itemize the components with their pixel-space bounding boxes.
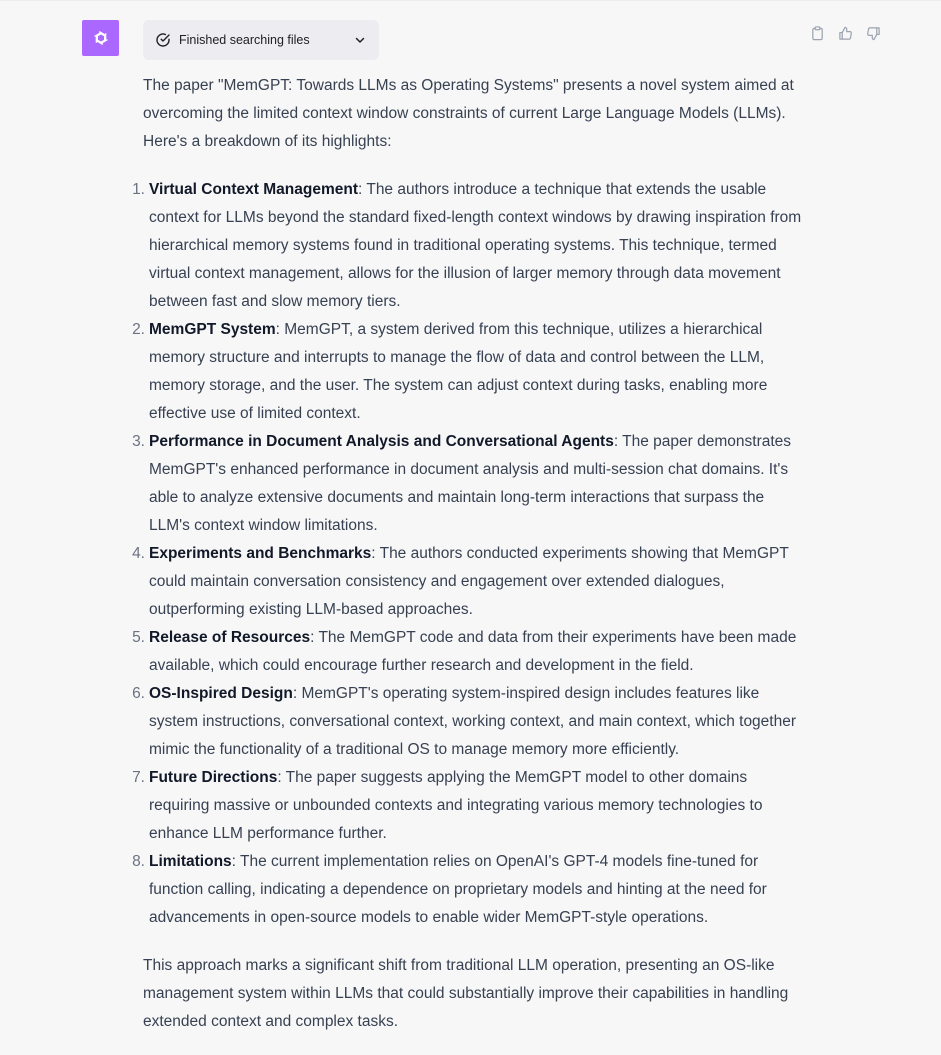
list-item: 1. Virtual Context Management: The authors introduce a technique that extends the usable context for LLMs beyond the standard fixed-length context windows by drawing inspiration from hierarchical memory systems found in traditional operating systems. This technique, termed virtual context management, allows for the illusion of larger memory through data movement between fast and slow memory tiers.: [132, 181, 802, 310]
message-actions: [806, 22, 884, 44]
assistant-message: [132, 72, 803, 1036]
clipboard-icon: [810, 26, 825, 41]
list-item: 7. Future Directions: The paper suggests applying the MemGPT model to other domains requiring massive or unbounded contexts and integrating various memory technologies to enhance LLM performance further.: [132, 769, 763, 842]
chevron-down-icon: [353, 33, 367, 47]
openai-logo-icon: [90, 27, 112, 49]
copy-button[interactable]: [806, 22, 828, 44]
list-item: 8. Limitations: The current implementation relies on OpenAI's GPT-4 models fine-tuned for function calling, indicating a dependence on proprietary models and hinting at the need for advancements in open-source models to enable wider MemGPT-style operations.: [132, 853, 767, 926]
list-item: 6. OS-Inspired Design: MemGPT's operating system-inspired design includes features like system instructions, conversational context, working context, and main context, which together mimic the functionality of a traditional OS to manage memory more efficiently.: [132, 685, 797, 758]
list-item: 4. Experiments and Benchmarks: The authors conducted experiments showing that MemGPT could maintain conversation consistency and engagement over extended dialogues, outperforming existing LLM-based approaches.: [132, 545, 789, 618]
assistant-avatar: [82, 20, 119, 56]
thumbs-down-button[interactable]: [862, 22, 884, 44]
intro-paragraph: The paper "MemGPT: Towards LLMs as Operating Systems" presents a novel system aimed at overcoming the limited context window constraints of current Large Language Models (LLMs). Here's a breakdown of its highlights:: [143, 77, 794, 150]
conclusion-paragraph: This approach marks a significant shift from traditional LLM operation, presenting an OS-like management system within LLMs that could substantially improve their capabilities in handling extended context and complex tasks.: [143, 957, 789, 1030]
list-item: 5. Release of Resources: The MemGPT code and data from their experiments have been made available, which could encourage further research and development in the field.: [132, 629, 797, 674]
thumbs-up-icon: [838, 26, 853, 41]
list-item: 2. MemGPT System: MemGPT, a system derived from this technique, utilizes a hierarchical memory structure and interrupts to manage the flow of data and control between the LLM, memory storage, and the user. The system can adjust context during tasks, enabling more effective use of limited context.: [132, 321, 768, 422]
thumbs-down-icon: [866, 26, 881, 41]
tool-status-label: Finished searching files: [179, 33, 310, 47]
top-divider: [0, 0, 941, 1]
highlights-list: [132, 176, 803, 932]
check-circle-icon: [155, 32, 171, 48]
thumbs-up-button[interactable]: [834, 22, 856, 44]
tool-status-toggle[interactable]: [143, 20, 379, 60]
list-item: 3. Performance in Document Analysis and Conversational Agents: The paper demonstrates MemGPT's enhanced performance in document analysis and multi-session chat domains. It's able to analyze extensive documents and maintain long-term interactions that surpass the LLM's context window limitations.: [132, 433, 792, 534]
